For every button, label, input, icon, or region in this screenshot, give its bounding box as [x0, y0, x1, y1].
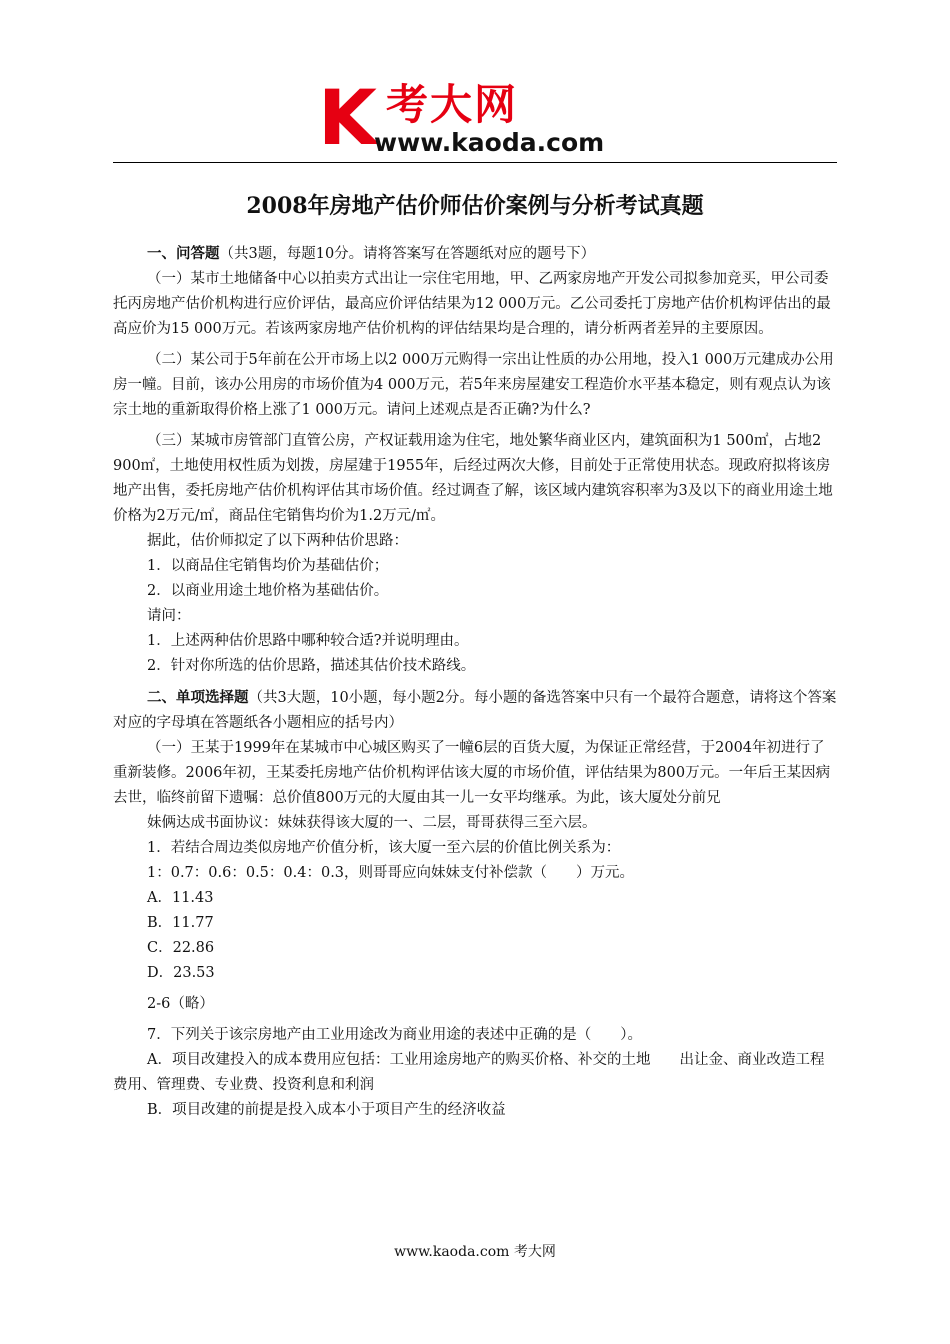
question-line: 1．若结合周边类似房地产价值分析，该大厦一至六层的价值比例关系为：: [147, 840, 621, 856]
question-3-line: 据此，估价师拟定了以下两种估价思路：: [147, 533, 408, 549]
section-1-title: 一、问答题: [147, 245, 220, 262]
logo-k-mark: K: [318, 73, 373, 162]
question-3: （三）某城市房管部门直管公房，产权证载用途为住宅，地处繁华商业区内，建筑面积为1 500㎡，占地2 900㎡，土地使用权性质为划拨，房屋建于1955年，后经过两次大修，目前处于正常使用状态。现政府拟将该房地产出售，委托房地产估价机构评估其市场价值。经过调查了解，该区域内建筑容积率为3及以下的商业用途土地价格为2万元/㎡，商品住宅销售均价为1.2万元/㎡。: [113, 433, 833, 524]
option-a: A．11.43: [147, 890, 214, 906]
option-d: D．23.53: [147, 965, 215, 981]
section-2-note: （共3大题，10小题，每小题2分。每小题的备选答案中只有一个最符合题意，请将这个答案对应的字母填在答题纸各小题相应的括号内）: [113, 690, 837, 731]
document-title: 2008年房地产估价师估价案例与分析考试真题: [246, 193, 704, 219]
question-3-line: 2．针对你所选的估价思路，描述其估价技术路线。: [147, 658, 476, 674]
question-1: （一）某市土地储备中心以拍卖方式出让一宗住宅用地，甲、乙两家房地产开发公司拟参加竞买，甲公司委托丙房地产估价机构进行应价评估，最高应价评估结果为12 000万元。乙公司委托丁房地产估价机构评估出的最高应价为15 000万元。若该两家房地产估价机构的评估结果均是合理的，请分析两者差异的主要原因。: [113, 271, 831, 337]
question-3-line: 2．以商业用途土地价格为基础估价。: [147, 583, 389, 599]
header-divider: [113, 162, 837, 163]
omitted-questions: 2-6（略）: [147, 996, 214, 1012]
question-3-line: 1．以商品住宅销售均价为基础估价；: [147, 558, 389, 574]
logo-url: www.kaoda.com: [374, 128, 605, 157]
question-line: 1：0.7：0.6：0.5：0.4：0.3，则哥哥应向妹妹支付补偿款（ ）万元。: [147, 865, 635, 881]
document-body: [113, 241, 837, 1123]
section-2-heading: [113, 685, 837, 736]
section-2-title: 二、单项选择题: [147, 689, 249, 706]
section-1-heading: [113, 241, 837, 267]
kaoda-logo: [318, 73, 638, 162]
option-b: B．11.77: [147, 915, 214, 931]
case-1-line: 妹俩达成书面协议：妹妹获得该大厦的一、二层，哥哥获得三至六层。: [147, 815, 597, 831]
section-1-note: （共3题，每题10分。请将答案写在答题纸对应的题号下）: [219, 246, 596, 262]
question-7: 7．下列关于该宗房地产由工业用途改为商业用途的表述中正确的是（ ）。: [147, 1027, 642, 1043]
question-3-line: 请问：: [147, 608, 191, 624]
page-footer: www.kaoda.com 考大网: [394, 1244, 556, 1260]
question-7-option-a: A．项目改建投入的成本费用应包括：工业用途房地产的购买价格、补交的土地 出让金、商业改造工程费用、管理费、专业费、投资利息和利润: [113, 1052, 825, 1093]
question-2: （二）某公司于5年前在公开市场上以2 000万元购得一宗出让性质的办公用地，投入1 000万元建成办公用房一幢。目前，该办公用房的市场价值为4 000万元，若5年来房屋建安工程造价水平基本稳定，则有观点认为该宗土地的重新取得价格上涨了1 000万元。请问上述观点是否正确?为什么?: [113, 352, 834, 418]
question-3-line: 1．上述两种估价思路中哪种较合适?并说明理由。: [147, 633, 469, 649]
option-c: C．22.86: [147, 940, 215, 956]
logo-chinese-name: 考大网: [386, 80, 519, 129]
case-1-paragraph: （一）王某于1999年在某城市中心城区购买了一幢6层的百货大厦，为保证正常经营，于2004年初进行了重新装修。2006年初，王某委托房地产估价机构评估该大厦的市场价值，评估结果为800万元。一年后王某因病去世，临终前留下遗嘱：总价值800万元的大厦由其一儿一女平均继承。为此，该大厦处分前兄: [113, 740, 831, 806]
question-7-option-b: B．项目改建的前提是投入成本小于项目产生的经济收益: [147, 1102, 506, 1118]
